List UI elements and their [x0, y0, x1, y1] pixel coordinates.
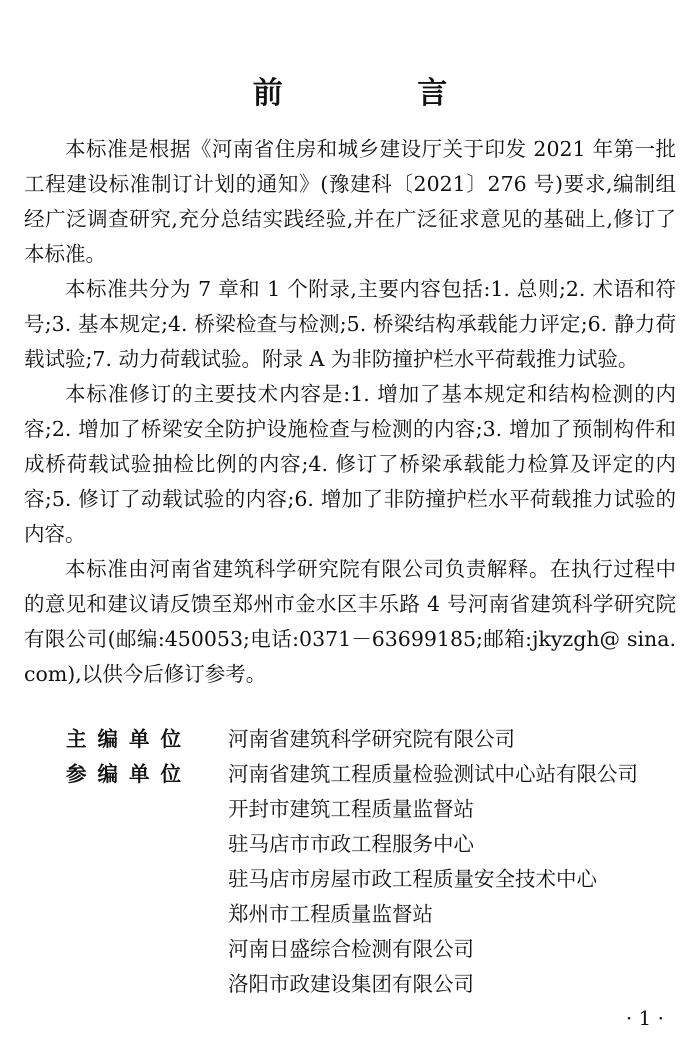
paragraph-revisions: 本标准修订的主要技术内容是:1. 增加了基本规定和结构检测的内容;2. 增加了桥梁安全防护设施检查与检测的内容;3. 增加了预制构件和成桥荷载试验抽检比例的内容;4. 修订了桥梁承载能力检算及评定的内容;5. 修订了动载试验的内容;6. 增加了非防撞护栏水平荷载推力试验的内容。 [24, 382, 676, 546]
paragraph-contents: 本标准共分为 7 章和 1 个附录,主要内容包括:1. 总则;2. 术语和符号;3. 基本规定;4. 桥梁检查与检测;5. 桥梁结构承载能力评定;6. 静力荷载试验;7. 动力荷载试验。附录 A 为非防撞护栏水平荷载推力试验。 [24, 277, 676, 371]
body-text [24, 132, 676, 692]
participating-units-list [228, 757, 638, 1002]
participating-units-row [66, 757, 686, 1002]
chief-unit-list [228, 722, 515, 757]
chief-unit-name: 河南省建筑科学研究院有限公司 [228, 727, 515, 751]
page-title: 前 言 [252, 76, 510, 111]
participating-unit: 河南日盛综合检测有限公司 [228, 937, 474, 961]
chief-unit-label: 主编单位 [66, 727, 192, 751]
page-number: · 1 · [625, 1006, 664, 1030]
participating-unit: 河南省建筑工程质量检验测试中心站有限公司 [228, 762, 638, 786]
chief-unit-row [66, 722, 686, 757]
participating-unit: 洛阳市政建设集团有限公司 [228, 972, 474, 996]
participating-unit: 驻马店市市政工程服务中心 [228, 832, 474, 856]
participating-unit: 开封市建筑工程质量监督站 [228, 797, 474, 821]
drafting-units [66, 722, 686, 1002]
paragraph-basis: 本标准是根据《河南省住房和城乡建设厅关于印发 2021 年第一批工程建设标准制订计划的通知》(豫建科〔2021〕276 号)要求,编制组经广泛调查研究,充分总结实践经验,并在广泛征求意见的基础上,修订了本标准。 [24, 137, 676, 266]
participating-unit: 郑州市工程质量监督站 [228, 902, 433, 926]
participating-units-label: 参编单位 [66, 762, 192, 786]
paragraph-interpretation: 本标准由河南省建筑科学研究院有限公司负责解释。在执行过程中的意见和建议请反馈至郑州市金水区丰乐路 4 号河南省建筑科学研究院有限公司(邮编:450053;电话:0371－63699185;邮箱:jkyzgh@ sina. com),以供今后修订参考。 [24, 557, 676, 686]
participating-unit: 驻马店市房屋市政工程质量安全技术中心 [228, 867, 597, 891]
